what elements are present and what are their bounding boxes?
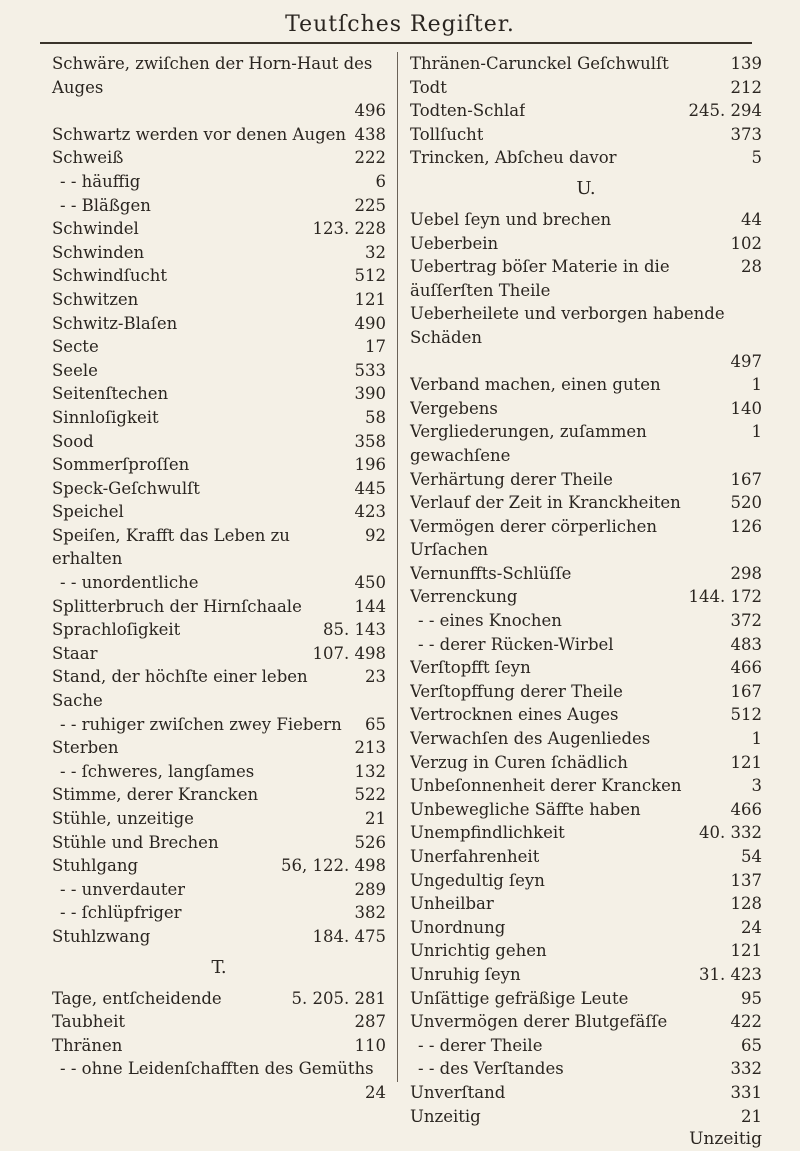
entry-term: Verſtopffung derer Theile (410, 681, 623, 701)
entry-page: 167 (730, 469, 762, 489)
entry-term: Vertrocknen eines Auges (410, 705, 619, 725)
entry-page: 533 (354, 360, 386, 380)
index-entry (410, 302, 762, 349)
entry-page: 213 (354, 738, 386, 758)
entry-page: 140 (730, 398, 762, 418)
index-entry (410, 845, 762, 869)
index-entry (410, 99, 762, 123)
entry-term: Seitenſtechen (52, 384, 169, 404)
index-entry (52, 335, 386, 359)
right-column (410, 52, 762, 1151)
entry-page: 65 (365, 714, 386, 734)
page-header: Teutſches Regiſter. (285, 12, 515, 37)
entry-page: 144 (354, 596, 386, 616)
entry-term: Verwachſen des Augenliedes (410, 729, 651, 749)
entry-term: Seele (52, 360, 98, 380)
entry-term: Unheilbar (410, 894, 494, 914)
entry-term: Thränen-Carunckel Geſchwulſt (410, 54, 669, 73)
entry-page: 32 (365, 242, 386, 262)
index-entry (52, 359, 386, 383)
index-entry (52, 288, 386, 312)
entry-term: Verzug in Curen ſchädlich (410, 752, 628, 772)
index-entry (410, 208, 762, 232)
entry-term: Unvermögen derer Blutgefäſſe (410, 1012, 668, 1032)
entry-page: 332 (730, 1059, 762, 1079)
left-block-2 (52, 123, 386, 949)
entry-page: 24 (365, 1082, 386, 1102)
entry-term: Secte (52, 337, 99, 357)
entry-page: 121 (730, 941, 762, 961)
index-entry (410, 939, 762, 963)
index-entry (410, 52, 762, 76)
entry-term: Todt (410, 77, 447, 97)
entry-term: Unverſtand (410, 1082, 506, 1102)
index-entry (52, 595, 386, 619)
entry-page: 128 (730, 894, 762, 914)
entry-term: Ungedultig ſeyn (410, 870, 545, 890)
index-entry (410, 585, 762, 609)
index-entry (410, 397, 762, 421)
entry-page: 445 (354, 478, 386, 498)
entry-page: 126 (730, 516, 762, 536)
entry-page: 92 (365, 525, 386, 545)
entry-page: 423 (354, 502, 386, 522)
entry-term: Sprachloſigkeit (52, 620, 181, 640)
entry-page: 23 (365, 667, 386, 687)
entry-term: Sommerſproſſen (52, 455, 190, 475)
entry-page: 17 (365, 337, 386, 357)
entry-page: 54 (741, 847, 762, 866)
entry-page: 44 (741, 209, 762, 229)
index-entry (410, 255, 762, 302)
index-entry (410, 1057, 762, 1081)
entry-page: 21 (741, 1106, 762, 1126)
index-entry (410, 146, 762, 170)
catchword: Unzeitig (689, 1129, 762, 1150)
entry-term: Sinnloſigkeit (52, 407, 159, 427)
index-entry (410, 1081, 762, 1105)
entry-term: Unruhig ſeyn (410, 964, 521, 984)
index-entry (410, 963, 762, 987)
entry-page: 24 (741, 917, 762, 937)
index-entry (410, 869, 762, 893)
entry-page: 110 (354, 1035, 386, 1055)
index-entry (410, 468, 762, 492)
index-entry (410, 76, 762, 100)
index-entry (410, 703, 762, 727)
index-entry (410, 491, 762, 515)
index-entry (52, 878, 386, 902)
entry-term: Vergliederungen, zuſammen gewachſene (410, 422, 647, 465)
entry-term: - - unverdauter (60, 879, 186, 899)
index-entry (52, 901, 386, 925)
entry-page: 139 (730, 54, 762, 73)
entry-term: Verlauf der Zeit in Kranckheiten (410, 493, 681, 513)
index-entry (52, 217, 386, 241)
index-entry (52, 241, 386, 265)
index-entry (410, 656, 762, 680)
index-entry (52, 170, 386, 194)
index-entry (52, 477, 386, 501)
entry-term: Verband machen, einen guten (410, 375, 661, 395)
entry-term: Vernunffts-Schlüſſe (410, 563, 572, 583)
left-column (52, 52, 386, 1105)
entry-page: 496 (354, 101, 386, 121)
index-entry (410, 727, 762, 751)
index-entry (52, 1010, 386, 1034)
entry-term: Stühle, unzeitige (52, 809, 194, 828)
right-block-3 (410, 373, 762, 1128)
index-entry (52, 665, 386, 712)
entry-term: Speck-Geſchwulſt (52, 478, 200, 498)
entry-page: 31. 423 (699, 964, 762, 984)
entry-term: Uebel ſeyn und brechen (410, 209, 612, 229)
entry-term: Unrichtig gehen (410, 941, 547, 961)
entry-term: Schwitz-Blaſen (52, 313, 178, 333)
index-entry (410, 774, 762, 798)
index-entry (410, 515, 762, 562)
entry-page: 382 (354, 903, 386, 923)
index-entry (52, 146, 386, 170)
index-entry (410, 987, 762, 1011)
entry-page: 438 (354, 124, 386, 144)
entry-page: 196 (354, 455, 386, 475)
entry-term: Stuhlzwang (52, 926, 151, 946)
index-entry (410, 821, 762, 845)
entry-page: 466 (730, 658, 762, 678)
entry-page: 102 (730, 233, 762, 253)
entry-term: Stühle und Brechen (52, 832, 219, 852)
entry-term: - - eines Knochen (418, 611, 562, 631)
entry-page: 222 (354, 148, 386, 168)
entry-term: Verſtopfft ſeyn (410, 658, 531, 678)
entry-page: 497 (730, 351, 762, 371)
index-entry (52, 453, 386, 477)
entry-term: Verrenckung (410, 587, 518, 607)
entry-page: 5 (751, 148, 762, 168)
index-entry (410, 232, 762, 256)
entry-term: Tage, entſcheidende (52, 988, 222, 1008)
index-entry (410, 751, 762, 775)
entry-term: Unerfahrenheit (410, 847, 540, 866)
entry-term: Stand, der höchſte einer leben Sache (52, 667, 308, 711)
entry-page: 225 (354, 195, 386, 215)
index-entry (52, 194, 386, 218)
entry-page: 212 (730, 77, 762, 97)
entry-page: 483 (730, 634, 762, 654)
entry-page: 1 (751, 375, 762, 395)
entry-term: - - ſchweres, langſames (60, 761, 255, 781)
entry-page: 6 (375, 171, 386, 191)
entry-page: 121 (354, 289, 386, 309)
entry-term: Uebertrag böſer Materie in die äuſſerſten Theile (410, 257, 670, 300)
index-entry (52, 807, 386, 831)
index-entry (410, 1034, 762, 1058)
header-rule (40, 42, 752, 44)
entry-term: Stuhlgang (52, 856, 139, 876)
entry-page: 372 (730, 611, 762, 631)
entry-page: 121 (730, 752, 762, 772)
entry-page: 287 (354, 1012, 386, 1032)
entry-term: Speiſen, Krafft das Leben zu erhalten (52, 525, 290, 569)
index-entry (52, 1057, 386, 1081)
index-entry (52, 123, 386, 147)
entry-term: Thränen (52, 1035, 123, 1055)
index-entry (410, 633, 762, 657)
entry-page: 526 (354, 832, 386, 852)
entry-term: Sood (52, 431, 94, 451)
entry-term: Unſättige gefräßige Leute (410, 988, 629, 1008)
entry-term: Unempfindlichkeit (410, 823, 565, 843)
entry-page: 298 (730, 563, 762, 583)
entry-term: Schweiß (52, 148, 124, 168)
entry-term: Taubheit (52, 1012, 126, 1032)
entry-page: 331 (730, 1082, 762, 1102)
entry-term: - - ſchlüpfriger (60, 903, 182, 923)
entry-page: 144. 172 (688, 587, 762, 607)
index-entry (52, 524, 386, 571)
index-entry (52, 382, 386, 406)
index-entry (52, 713, 386, 737)
entry-page: 245. 294 (688, 101, 762, 121)
entry-term: - - derer Rücken-Wirbel (418, 634, 614, 654)
entry-term: Unbewegliche Säffte haben (410, 799, 641, 819)
index-entry (410, 420, 762, 467)
entry-page: 95 (741, 988, 762, 1008)
entry-term: - - ohne Leidenſchafften des Gemüths (60, 1059, 374, 1079)
entry-term: Schwartz werden vor denen Augen (52, 124, 347, 144)
entry-term: Ueberheilete und verborgen habende Schäden (410, 304, 725, 347)
entry-page: 522 (354, 785, 386, 805)
index-entry (410, 1010, 762, 1034)
entry-page: 65 (741, 1035, 762, 1055)
entry-term: - - unordentliche (60, 573, 199, 593)
entry-term: - - des Verſtandes (418, 1059, 564, 1079)
entry-term: Vergebens (410, 398, 498, 418)
entry-page: 56, 122. 498 (281, 856, 386, 876)
entry-term: Staar (52, 643, 98, 663)
entry-page: 28 (741, 257, 762, 277)
entry-page: 21 (365, 809, 386, 828)
index-entry (52, 264, 386, 288)
index-entry (52, 571, 386, 595)
entry-term: - - Bläßgen (60, 195, 151, 215)
left-block-3 (52, 987, 386, 1081)
entry-term: Schwäre, zwiſchen der Horn-Haut des Auges (52, 54, 373, 97)
index-entry (52, 1034, 386, 1058)
entry-term: Verhärtung derer Theile (410, 469, 613, 489)
index-entry (52, 430, 386, 454)
index-entry (52, 987, 386, 1011)
entry-term: Stimme, derer Krancken (52, 785, 259, 805)
index-entry (410, 609, 762, 633)
column-divider (397, 52, 398, 1082)
section-letter-u: U. (576, 177, 596, 199)
entry-term: Schwindſucht (52, 266, 167, 286)
entry-page: 289 (354, 879, 386, 899)
entry-term: - - ruhiger zwiſchen zwey Fiebern (60, 714, 342, 734)
entry-term: Vermögen derer cörperlichen Urſachen (410, 516, 658, 560)
index-entry (410, 1105, 762, 1129)
entry-page: 5. 205. 281 (291, 988, 386, 1008)
entry-term: Schwinden (52, 242, 145, 262)
entry-page: 184. 475 (312, 926, 386, 946)
right-block-2 (410, 208, 762, 350)
index-entry (410, 123, 762, 147)
index-entry (52, 736, 386, 760)
entry-term: Splitterbruch der Hirnſchaale (52, 596, 302, 616)
entry-page: 512 (730, 705, 762, 725)
entry-page: 58 (365, 407, 386, 427)
entry-term: Unbeſonnenheit derer Krancken (410, 776, 682, 796)
index-entry (410, 562, 762, 586)
entry-term: - - häuffig (60, 171, 141, 191)
index-entry (52, 760, 386, 784)
index-entry (52, 831, 386, 855)
entry-term: Ueberbein (410, 233, 499, 253)
index-entry (410, 892, 762, 916)
entry-page: 167 (730, 681, 762, 701)
entry-term: Schwindel (52, 219, 139, 239)
entry-page: 123. 228 (312, 219, 386, 239)
index-entry (410, 798, 762, 822)
index-entry (52, 52, 386, 99)
index-entry (52, 642, 386, 666)
entry-term: Trincken, Abſcheu davor (410, 148, 617, 168)
entry-page: 107. 498 (312, 643, 386, 663)
index-entry (52, 312, 386, 336)
entry-page: 85. 143 (323, 620, 386, 640)
entry-term: - - derer Theile (418, 1035, 543, 1055)
entry-term: Unordnung (410, 917, 506, 937)
entry-page: 490 (354, 313, 386, 333)
entry-term: Todten-Schlaf (410, 101, 526, 121)
index-entry (52, 406, 386, 430)
entry-page: 40. 332 (699, 823, 762, 843)
index-entry (410, 916, 762, 940)
entry-page: 466 (730, 799, 762, 819)
entry-page: 132 (354, 761, 386, 781)
entry-page: 373 (730, 124, 762, 144)
entry-page: 512 (354, 266, 386, 286)
entry-page: 450 (354, 573, 386, 593)
entry-page: 1 (751, 729, 762, 749)
section-letter-t: T. (211, 956, 227, 978)
entry-page: 1 (751, 422, 762, 442)
index-entry (52, 500, 386, 524)
entry-term: Unzeitig (410, 1106, 481, 1126)
index-entry (52, 854, 386, 878)
index-entry (52, 925, 386, 949)
index-entry (52, 618, 386, 642)
entry-page: 358 (354, 431, 386, 451)
index-entry (410, 680, 762, 704)
entry-page: 137 (730, 870, 762, 890)
entry-page: 390 (354, 384, 386, 404)
entry-page: 422 (730, 1012, 762, 1032)
index-entry (410, 373, 762, 397)
index-entry (52, 783, 386, 807)
entry-page: 520 (730, 493, 762, 513)
entry-term: Speichel (52, 502, 124, 522)
left-block-1 (52, 52, 386, 99)
entry-page: 3 (751, 776, 762, 796)
entry-term: Schwitzen (52, 289, 139, 309)
entry-term: Sterben (52, 738, 119, 758)
entry-term: Tollſucht (410, 124, 484, 144)
right-block-1 (410, 52, 762, 170)
